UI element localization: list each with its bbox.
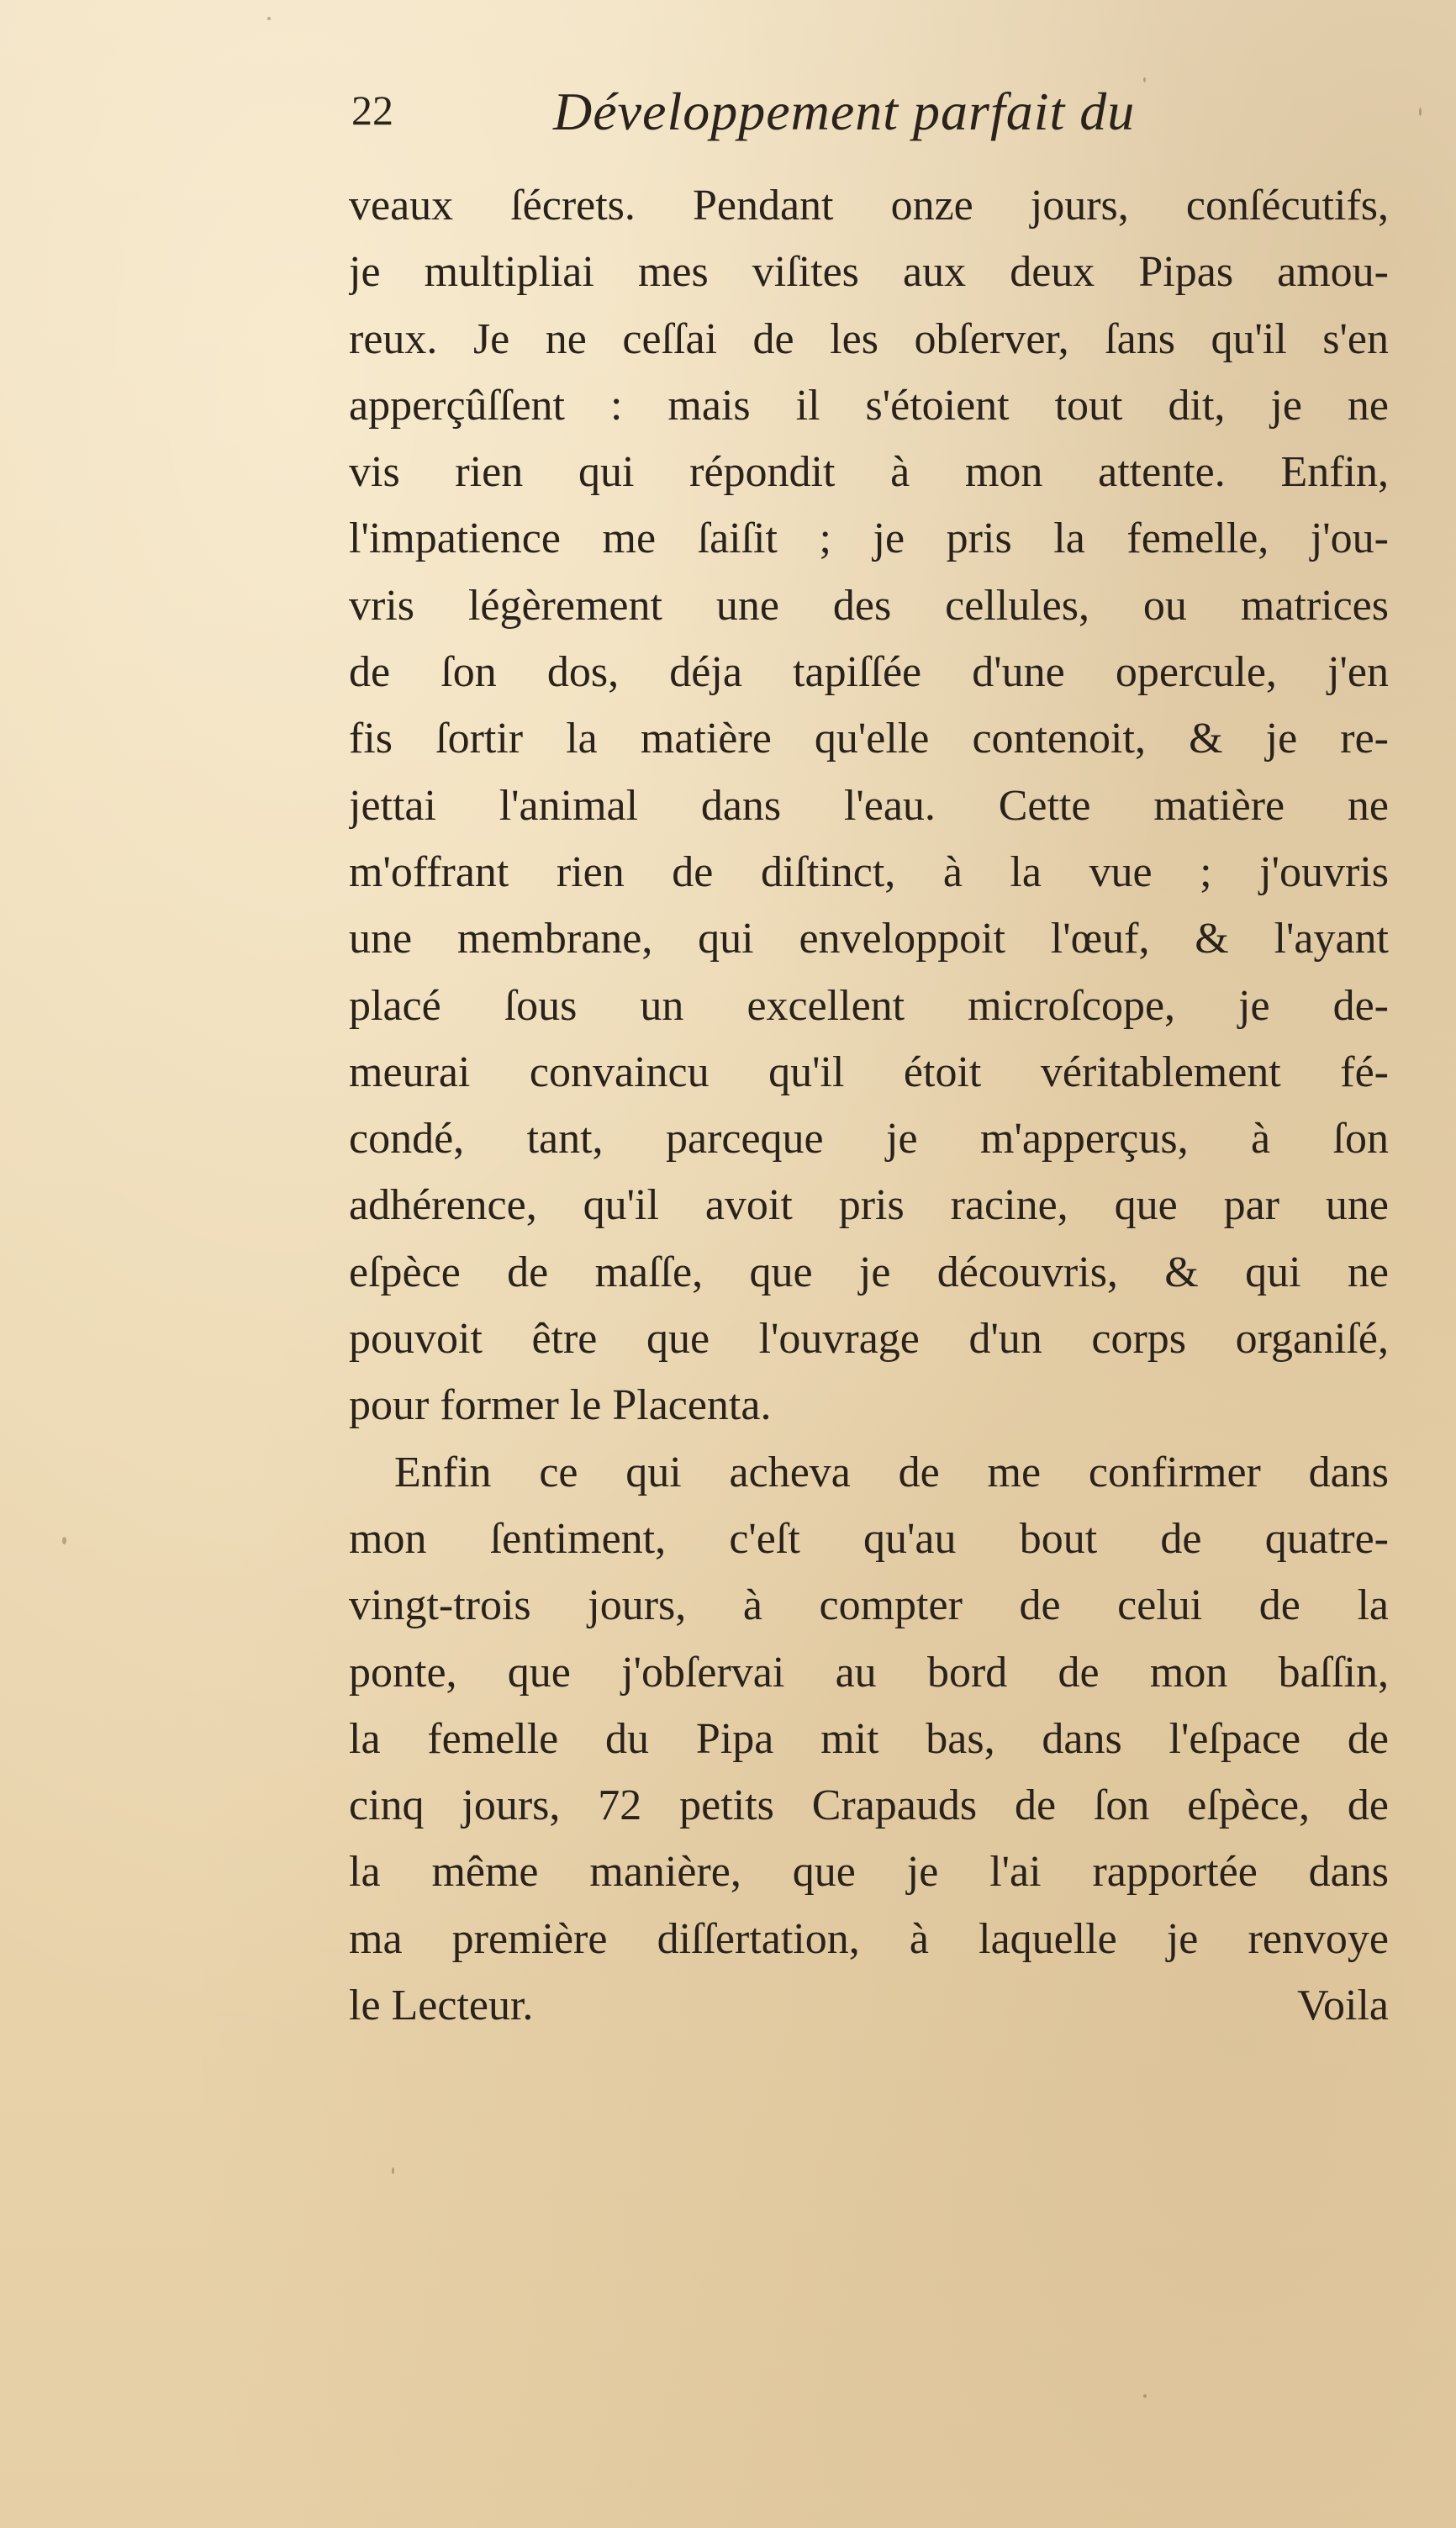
paper-speck: [1419, 108, 1422, 116]
body-text: [349, 172, 1389, 2039]
closing-text: le Lecteur.: [349, 1982, 534, 2030]
text-line: condé, tant, parceque je m'apperçus, à ſon: [349, 1115, 1389, 1164]
text-line: pouvoit être que l'ouvrage d'un corps organiſé,: [349, 1315, 1389, 1364]
paper-speck: [62, 1537, 66, 1544]
running-title: Développement parfait du: [553, 82, 1136, 141]
text-line: eſpèce de maſſe, que je découvris, & qui ne: [349, 1248, 1389, 1296]
page-number: 22: [351, 87, 393, 134]
page-header: [351, 81, 1387, 156]
text-line: je multipliai mes viſites aux deux Pipas amou-: [349, 248, 1389, 297]
text-line: cinq jours, 72 petits Crapauds de ſon eſpèce, de: [349, 1781, 1389, 1830]
text-line: mon ſentiment, c'eſt qu'au bout de quatre-: [349, 1514, 1389, 1563]
text-line: fis ſortir la matière qu'elle contenoit, & je re-: [349, 715, 1389, 763]
catchword: Voila: [1297, 1982, 1389, 2030]
text-line: adhérence, qu'il avoit pris racine, que par une: [349, 1181, 1389, 1230]
text-line: la même manière, que je l'ai rapportée dans: [349, 1848, 1389, 1897]
text-line: m'offrant rien de diſtinct, à la vue ; j'ouvris: [349, 847, 1389, 896]
text-line: Enfin ce qui acheva de me confirmer dans: [394, 1448, 1389, 1496]
text-line: de ſon dos, déja tapiſſée d'une opercule, j'en: [349, 648, 1389, 697]
text-line: l'impatience me ſaiſit ; je pris la femelle, j'ou-: [349, 515, 1389, 563]
paper-speck: [267, 17, 271, 20]
text-line: vingt-trois jours, à compter de celui de la: [349, 1581, 1389, 1630]
paper-speck: [1143, 2394, 1147, 2398]
text-line: une membrane, qui enveloppoit l'œuf, & l'ayant: [349, 915, 1389, 963]
text-line: pour former le Placenta.: [349, 1381, 772, 1430]
text-line: ma première diſſertation, à laquelle je renvoye: [349, 1914, 1389, 1963]
text-line: vis rien qui répondit à mon attente. Enfin,: [349, 448, 1389, 497]
text-line: reux. Je ne ceſſai de les obſerver, ſans qu'il s'en: [349, 314, 1389, 363]
text-line: la femelle du Pipa mit bas, dans l'eſpace de: [349, 1714, 1389, 1763]
text-line: veaux ſécrets. Pendant onze jours, conſécutifs,: [349, 182, 1389, 230]
text-line: apperçûſſent : mais il s'étoient tout dit, je ne: [349, 381, 1389, 430]
text-line: placé ſous un excellent microſcope, je de-: [349, 981, 1389, 1030]
text-line: ponte, que j'obſervai au bord de mon baſſin,: [349, 1648, 1389, 1697]
text-line: meurai convaincu qu'il étoit véritablement fé-: [349, 1048, 1389, 1096]
paper-speck: [392, 2167, 394, 2174]
final-line: [349, 1972, 1389, 2039]
text-line: vris légèrement une des cellules, ou matrices: [349, 581, 1389, 630]
text-line: jettai l'animal dans l'eau. Cette matière ne: [349, 781, 1389, 830]
